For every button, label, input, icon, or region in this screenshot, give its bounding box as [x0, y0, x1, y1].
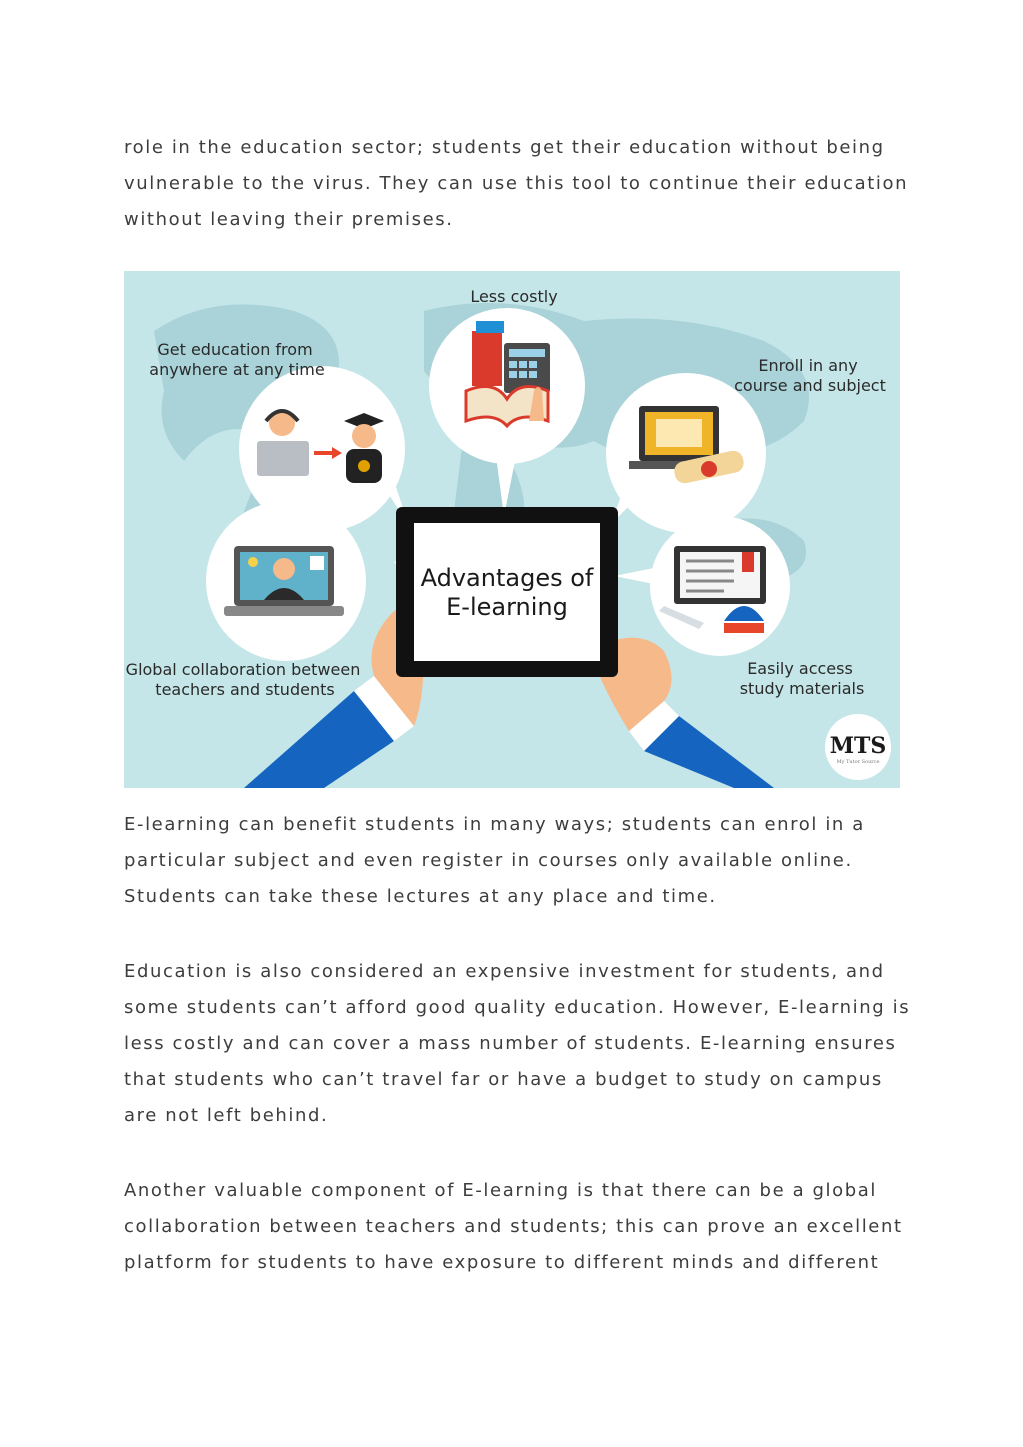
logo-tagline: My Tutor Source — [836, 759, 880, 765]
label-less-costly: Less costly — [470, 287, 558, 306]
label-global-line-2: teachers and students — [155, 680, 335, 699]
label-anywhere-line-1: Get education from — [157, 340, 313, 359]
text-line: collaboration between teachers and students; this can prove an excellent — [124, 1216, 903, 1237]
text-line: particular subject and even register in courses only available online. — [124, 850, 853, 871]
text-line: less costly and can cover a mass number of students. E-learning ensures — [124, 1033, 897, 1054]
books-icon — [472, 331, 502, 386]
elearning-infographic — [124, 271, 900, 788]
mts-logo — [825, 714, 891, 780]
label-anywhere-line-2: anywhere at any time — [149, 360, 325, 379]
tablet — [396, 507, 618, 677]
label-enroll-line-2: course and subject — [734, 376, 886, 395]
bubble-enroll — [606, 373, 766, 533]
computer-icon — [257, 441, 309, 476]
text-line: Education is also considered an expensive investment for students, and — [124, 961, 885, 982]
text-line: are not left behind. — [124, 1105, 329, 1126]
paragraph-cost — [124, 954, 914, 1134]
text-line: Students can take these lectures at any place and time. — [124, 886, 717, 907]
label-materials-line-1: Easily access — [747, 659, 853, 678]
logo-text: MTS — [829, 733, 887, 759]
text-line: vulnerable to the virus. They can use this tool to continue their education — [124, 173, 909, 194]
paragraph-intro — [124, 130, 914, 238]
text-line: Another valuable component of E-learning is that there can be a global — [124, 1180, 878, 1201]
teacher-icon — [273, 558, 295, 580]
text-line: E-learning can benefit students in many ways; students can enrol in a — [124, 814, 865, 835]
tablet-title-line-2: E-learning — [446, 593, 568, 621]
label-global-line-1: Global collaboration between — [125, 660, 361, 679]
text-line: platform for students to have exposure to different minds and different — [124, 1252, 880, 1273]
label-materials-line-2: study materials — [739, 679, 865, 698]
label-enroll-line-1: Enroll in any — [758, 356, 858, 375]
text-line: role in the education sector; students get their education without being — [124, 137, 885, 158]
paragraph-collaboration — [124, 1173, 914, 1281]
text-line: some students can’t afford good quality education. However, E-learning is — [124, 997, 911, 1018]
lightbulb-icon — [248, 557, 258, 567]
text-line: without leaving their premises. — [124, 209, 454, 230]
paragraph-benefits — [124, 807, 914, 915]
text-line: that students who can’t travel far or have a budget to study on campus — [124, 1069, 883, 1090]
tablet-title-line-1: Advantages of — [420, 564, 594, 592]
